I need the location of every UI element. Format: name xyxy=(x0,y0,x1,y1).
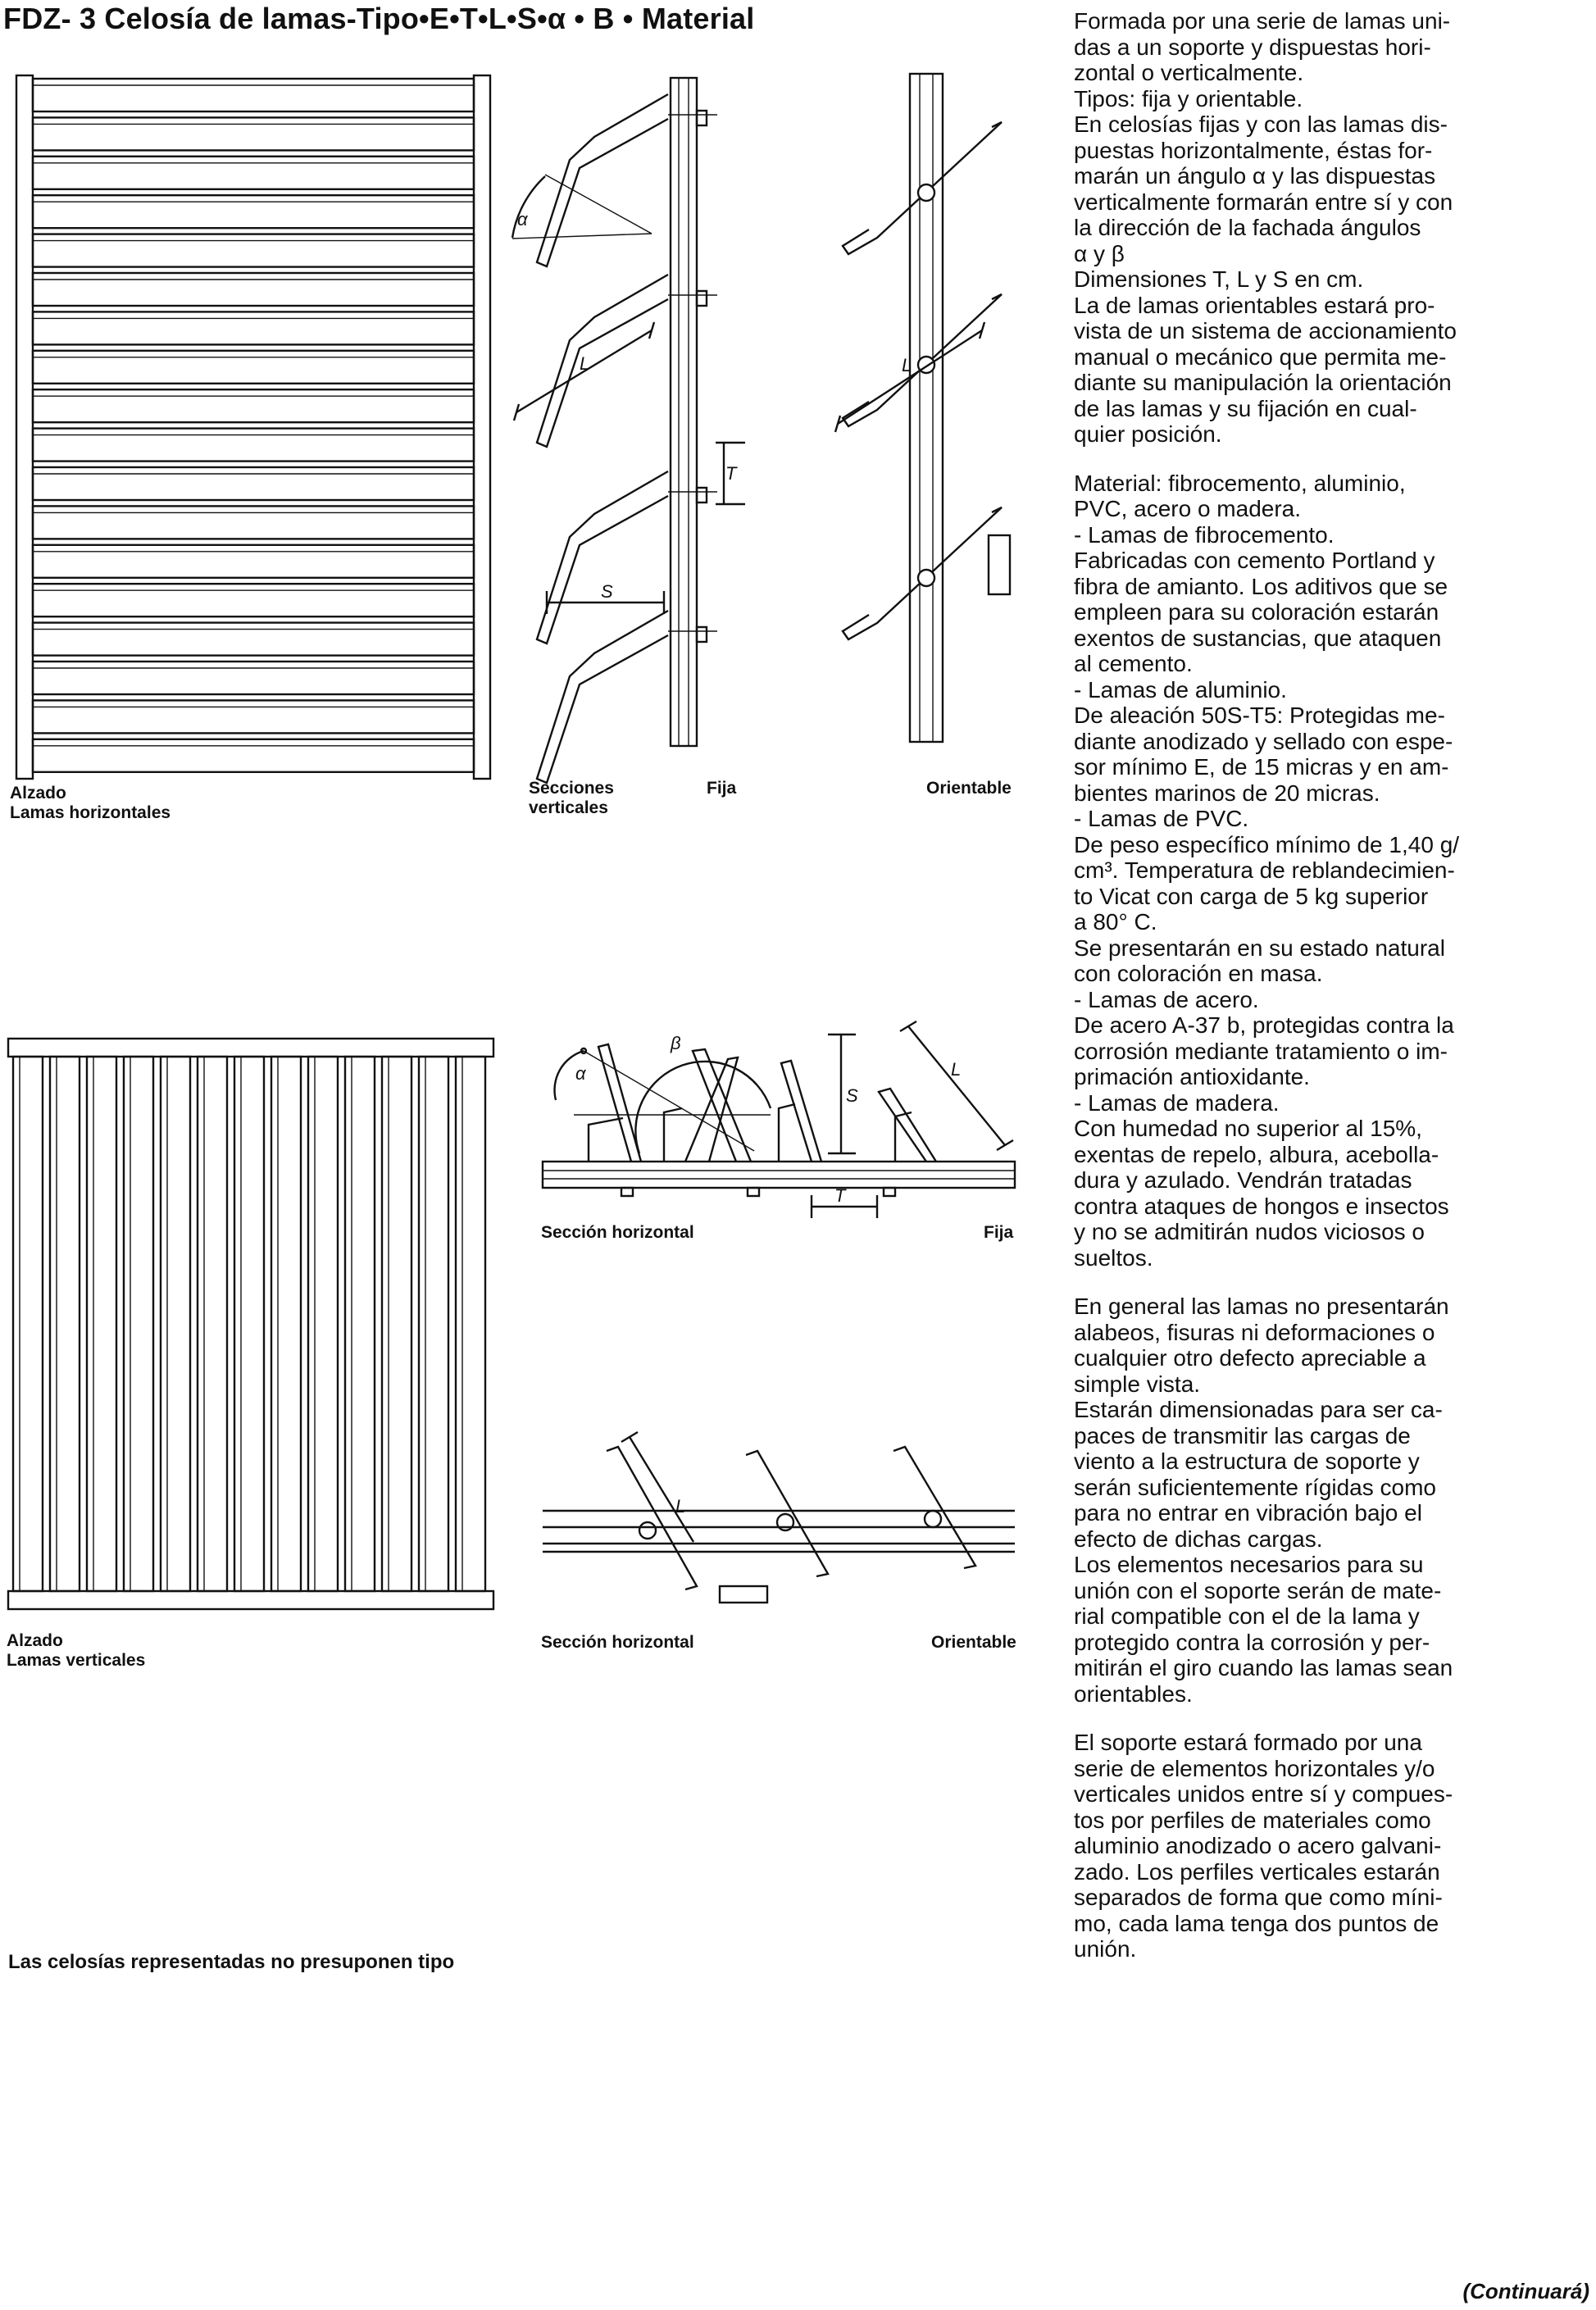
spec-line: exentos de sustancias, que ataquen xyxy=(1074,625,1442,651)
symbol-l: L xyxy=(902,355,912,375)
lamella xyxy=(33,467,474,500)
spec-text xyxy=(1074,8,1592,1985)
lamella xyxy=(33,311,474,344)
spec-paragraph-1 xyxy=(1074,8,1592,448)
spec-paragraph-4 xyxy=(1074,1730,1592,1962)
elevation-horizontal-louvers xyxy=(15,74,492,780)
spec-line: tos por perfiles de materiales como xyxy=(1074,1807,1431,1833)
spec-line: bientes marinos de 20 micras. xyxy=(1074,780,1380,806)
symbol-l: L xyxy=(580,353,590,374)
spec-line: efecto de dichas cargas. xyxy=(1074,1526,1323,1552)
spec-line: La de lamas orientables estará pro- xyxy=(1074,292,1435,318)
spec-line: Estarán dimensionadas para ser ca- xyxy=(1074,1397,1443,1422)
spec-line: empleen para su coloración estarán xyxy=(1074,599,1439,625)
lamella xyxy=(13,1057,43,1591)
caption-fija: Fija xyxy=(707,779,737,798)
symbol-beta: β xyxy=(671,1033,681,1053)
spec-line: diante su manipulación la orientación xyxy=(1074,370,1452,395)
lamella xyxy=(456,1057,485,1591)
lamella xyxy=(33,739,474,772)
section-horizontal-fixed xyxy=(541,1010,1016,1225)
caption-secciones xyxy=(529,779,614,818)
lamella xyxy=(33,117,474,150)
spec-line: protegido contra la corrosión y per- xyxy=(1074,1629,1430,1655)
spec-line: unión. xyxy=(1074,1936,1137,1962)
spec-line: El soporte estará formado por una xyxy=(1074,1730,1422,1755)
spec-line: Los elementos necesarios para su xyxy=(1074,1552,1424,1577)
symbol-s: S xyxy=(846,1085,858,1106)
spec-line: manual o mecánico que permita me- xyxy=(1074,343,1447,370)
elevation-vertical-louvers xyxy=(7,1037,495,1611)
spec-paragraph-3 xyxy=(1074,1294,1592,1707)
spec-line: alabeos, fisuras ni deformaciones o xyxy=(1074,1319,1435,1345)
spec-line: y no se admitirán nudos viciosos o xyxy=(1074,1219,1425,1244)
caption-label: Alzado xyxy=(7,1631,63,1650)
caption-label: Alzado xyxy=(10,784,66,803)
spec-line: simple vista. xyxy=(1074,1371,1201,1397)
symbol-l: L xyxy=(951,1059,962,1080)
spec-line: De acero A-37 b, protegidas contra la xyxy=(1074,1012,1454,1038)
caption-sublabel: verticales xyxy=(529,798,608,817)
lamella xyxy=(198,1057,227,1591)
page-title: FDZ- 3 Celosía de lamas-Tipo•E•T•L•S•α • B • Material xyxy=(3,2,755,35)
spec-line: orientables. xyxy=(1074,1680,1193,1707)
lamella xyxy=(33,157,474,189)
lamella xyxy=(50,1057,80,1591)
lamella xyxy=(419,1057,448,1591)
caption-orientable: Orientable xyxy=(926,779,1012,798)
orientable-slat xyxy=(843,294,1002,426)
spec-line: zado. Los perfiles verticales estarán xyxy=(1074,1858,1440,1885)
spec-line: con coloración en masa. xyxy=(1074,961,1323,986)
lamella xyxy=(161,1057,190,1591)
spec-line: puestas horizontalmente, éstas for- xyxy=(1074,137,1433,163)
spec-line: unión con el soporte serán de mate- xyxy=(1074,1577,1442,1603)
symbol-t: T xyxy=(725,463,737,484)
spec-line: Dimensiones T, L y S en cm. xyxy=(1074,266,1364,292)
caption-alzado-horizontal xyxy=(10,784,171,823)
spec-line: contra ataques de hongos e insectos xyxy=(1074,1193,1449,1219)
spec-line: rial compatible con el de la lama y xyxy=(1074,1603,1420,1629)
symbol-s: S xyxy=(601,581,613,602)
spec-line: sor mínimo E, de 15 micras y en am- xyxy=(1074,754,1449,780)
spec-line: En general las lamas no presentarán xyxy=(1074,1294,1449,1319)
spec-line: aluminio anodizado o acero galvani- xyxy=(1074,1833,1442,1858)
caption-seccion-horizontal-fija: Sección horizontal xyxy=(541,1223,694,1242)
caption-alzado-vertical xyxy=(7,1631,145,1671)
spec-line: exentas de repelo, albura, acebolla- xyxy=(1074,1141,1439,1167)
lamella xyxy=(345,1057,375,1591)
spec-line: to Vicat con carga de 5 kg superior xyxy=(1074,883,1429,909)
spec-line: fibra de amianto. Los aditivos que se xyxy=(1074,573,1448,599)
spec-line: verticales unidos entre sí y compues- xyxy=(1074,1781,1453,1807)
spec-line: vista de un sistema de accionamiento xyxy=(1074,318,1457,343)
spec-paragraph-2 xyxy=(1074,471,1592,1271)
spec-line: De peso específico mínimo de 1,40 g/ xyxy=(1074,831,1460,857)
spec-line: para no entrar en vibración bajo el xyxy=(1074,1500,1422,1526)
lamella xyxy=(33,545,474,578)
spec-line: Formada por una serie de lamas uni- xyxy=(1074,8,1451,34)
caption-orientable-tag: Orientable xyxy=(931,1633,1016,1652)
spec-line: PVC, acero o madera. xyxy=(1074,496,1302,521)
spec-line: a 80° C. xyxy=(1074,909,1157,934)
symbol-t: T xyxy=(834,1185,846,1206)
lamella xyxy=(124,1057,153,1591)
spec-line: sueltos. xyxy=(1074,1244,1153,1271)
spec-line: Fabricadas con cemento Portland y xyxy=(1074,548,1435,573)
spec-line: Se presentarán en su estado natural xyxy=(1074,934,1445,961)
fixed-slat xyxy=(537,275,717,447)
spec-line: - Lamas de aluminio. xyxy=(1074,676,1287,703)
spec-line: diante anodizado y sellado con espe- xyxy=(1074,728,1453,754)
spec-line: mo, cada lama tenga dos puntos de xyxy=(1074,1910,1439,1936)
fixed-slat xyxy=(537,611,717,783)
spec-line: cualquier otro defecto apreciable a xyxy=(1074,1345,1426,1371)
spec-line: viento a la estructura de soporte y xyxy=(1074,1448,1420,1474)
lamella xyxy=(234,1057,264,1591)
spec-line: das a un soporte y dispuestas hori- xyxy=(1074,34,1431,60)
section-vertical-orientable xyxy=(828,70,1016,746)
section-vertical-fixed xyxy=(504,70,750,746)
lamella xyxy=(33,700,474,733)
orientable-slat xyxy=(843,122,1002,254)
lamella xyxy=(33,195,474,228)
lamella xyxy=(33,389,474,422)
spec-line: - Lamas de madera. xyxy=(1074,1089,1280,1116)
lamella xyxy=(33,429,474,462)
spec-line: mitirán el giro cuando las lamas sean xyxy=(1074,1655,1453,1680)
caption-seccion-horizontal-orientable: Sección horizontal xyxy=(541,1633,694,1652)
lamella xyxy=(33,273,474,306)
lamella xyxy=(33,506,474,539)
orientable-slat xyxy=(843,507,1002,639)
spec-line: - Lamas de acero. xyxy=(1074,986,1259,1012)
spec-line: corrosión mediante tratamiento o im- xyxy=(1074,1038,1448,1064)
spec-line: de las lamas y su fijación en cual- xyxy=(1074,395,1417,421)
spec-line: serán suficientemente rígidas como xyxy=(1074,1474,1436,1500)
spec-line: primación antioxidante. xyxy=(1074,1064,1310,1089)
spec-line: - Lamas de PVC. xyxy=(1074,806,1249,831)
spec-line: serie de elementos horizontales y/o xyxy=(1074,1755,1435,1781)
lamella xyxy=(308,1057,338,1591)
spec-line: paces de transmitir las cargas de xyxy=(1074,1422,1411,1448)
lamella xyxy=(33,662,474,694)
continued-label: (Continuará) xyxy=(1462,2279,1589,2303)
spec-line: Tipos: fija y orientable. xyxy=(1074,85,1303,111)
fixed-slat xyxy=(537,94,717,266)
spec-line: Material: fibrocemento, aluminio, xyxy=(1074,470,1406,496)
section-horizontal-orientable xyxy=(541,1430,1016,1611)
lamella xyxy=(87,1057,116,1591)
spec-line: separados de forma que como míni- xyxy=(1074,1885,1443,1910)
spec-line: quier posición. xyxy=(1074,421,1222,447)
lamella xyxy=(271,1057,301,1591)
fixed-slat xyxy=(537,471,717,643)
caption-sublabel: Lamas verticales xyxy=(7,1651,146,1670)
spec-line: dura y azulado. Vendrán tratadas xyxy=(1074,1167,1412,1193)
spec-line: verticalmente formarán entre sí y con xyxy=(1074,189,1453,215)
spec-line: zontal o verticalmente. xyxy=(1074,60,1304,85)
spec-line: De aleación 50S-T5: Protegidas me- xyxy=(1074,703,1445,728)
lamella xyxy=(33,584,474,616)
spec-line: En celosías fijas y con las lamas dis- xyxy=(1074,111,1448,137)
spec-line: α y β xyxy=(1074,240,1125,266)
spec-line: cm³. Temperatura de reblandecimien- xyxy=(1074,857,1455,883)
spec-line: - Lamas de fibrocemento. xyxy=(1074,521,1335,548)
caption-fija-tag: Fija xyxy=(984,1223,1014,1242)
lamella xyxy=(33,623,474,656)
spec-line: Con humedad no superior al 15%, xyxy=(1074,1116,1422,1141)
spec-line: marán un ángulo α y las dispuestas xyxy=(1074,163,1436,189)
symbol-alpha: α xyxy=(575,1063,586,1084)
footnote: Las celosías representadas no presuponen tipo xyxy=(8,1951,455,1973)
spec-line: la dirección de la fachada ángulos xyxy=(1074,215,1421,240)
symbol-alpha: α xyxy=(517,209,528,230)
lamella xyxy=(382,1057,412,1591)
caption-sublabel: Lamas horizontales xyxy=(10,803,171,822)
spec-line: al cemento. xyxy=(1074,651,1193,676)
symbol-l: L xyxy=(675,1496,686,1517)
lamella xyxy=(33,351,474,384)
lamella xyxy=(33,234,474,267)
caption-label: Secciones xyxy=(529,779,614,798)
lamella xyxy=(33,79,474,111)
